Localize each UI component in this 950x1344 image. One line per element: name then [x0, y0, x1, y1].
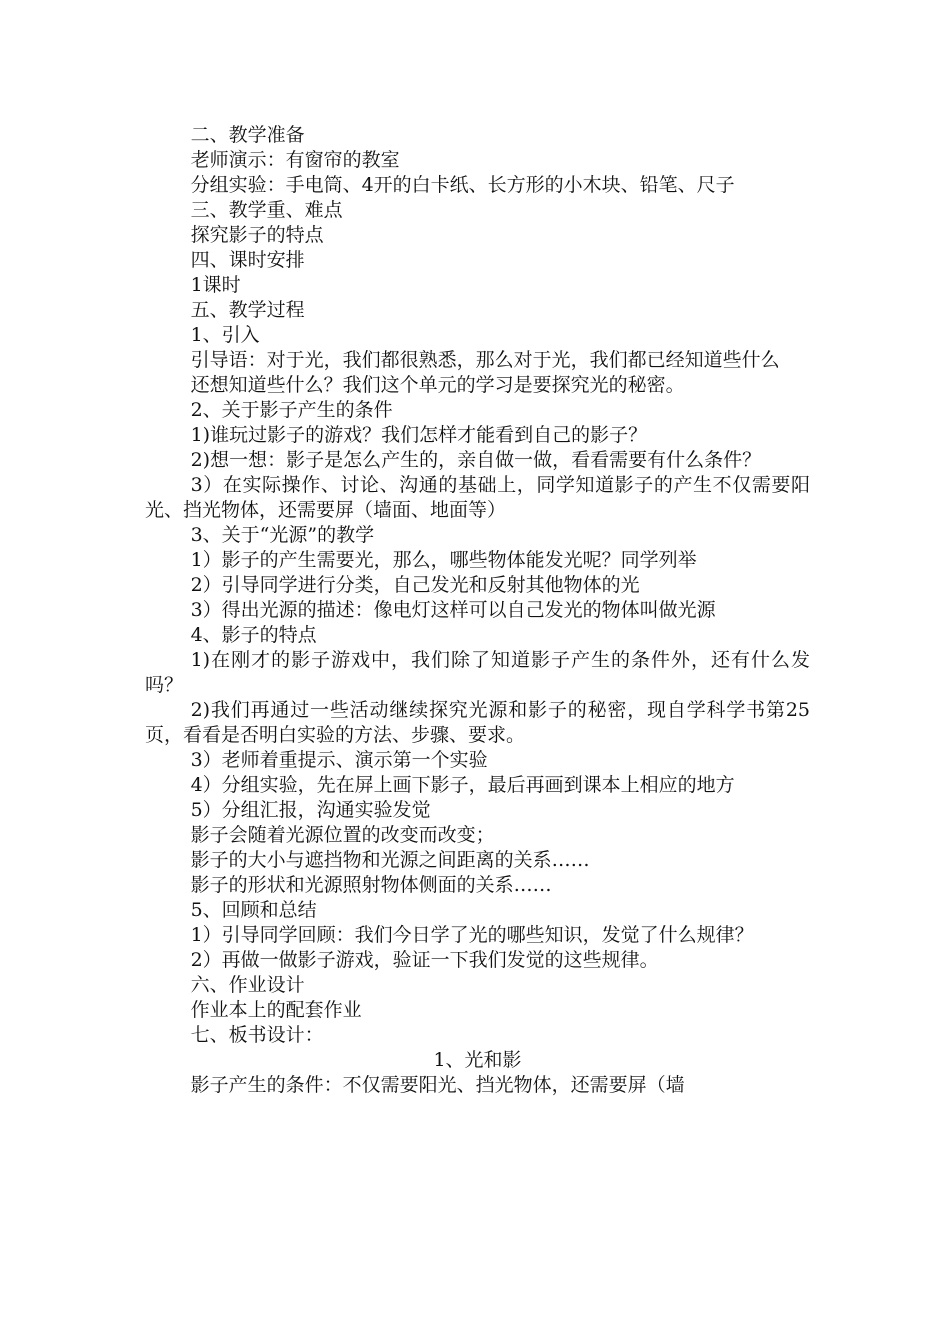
paragraph: 作业本上的配套作业: [190, 999, 362, 1021]
paragraph: 4）分组实验，先在屏上画下影子，最后再画到课本上相应的地方: [190, 774, 735, 796]
paragraph: 老师演示：有窗帘的教室: [190, 149, 400, 171]
paragraph: 2）引导同学进行分类，自己发光和反射其他物体的光: [190, 574, 640, 596]
section-heading-homework: 六、作业设计: [190, 974, 305, 996]
subheading: 1、引入: [190, 324, 260, 346]
subheading: 5、回顾和总结: [190, 899, 317, 921]
paragraph: 1)谁玩过影子的游戏？我们怎样才能看到自己的影子？: [190, 424, 648, 446]
paragraph: 影子产生的条件：不仅需要阳光、挡光物体，还需要屏（墙: [190, 1074, 685, 1096]
subheading: 3、关于“光源”的教学: [190, 524, 375, 546]
paragraph: 1)在刚才的影子游戏中，我们除了知道影子产生的条件外，还有什么发吗？: [145, 649, 810, 696]
paragraph: 2)我们再通过一些活动继续探究光源和影子的秘密，现自学科学书第25页，看看是否明白实验的方法、步骤、要求。: [145, 699, 810, 746]
paragraph: 2）再做一做影子游戏，验证一下我们发觉的这些规律。: [190, 949, 659, 971]
board-title: 1、光和影: [433, 1049, 522, 1071]
section-heading-board-design: 七、板书设计：: [190, 1024, 324, 1046]
paragraph: 1课时: [190, 274, 241, 296]
paragraph: 3）得出光源的描述：像电灯这样可以自己发光的物体叫做光源: [190, 599, 716, 621]
section-heading-preparation: 二、教学准备: [190, 124, 305, 146]
section-heading-process: 五、教学过程: [190, 299, 305, 321]
paragraph: 3）在实际操作、讨论、沟通的基础上，同学知道影子的产生不仅需要阳光、挡光物体，还需要屏（墙面、地面等）: [145, 474, 810, 521]
paragraph: 1）引导同学回顾：我们今日学了光的哪些知识，发觉了什么规律？: [190, 924, 754, 946]
subheading: 4、影子的特点: [190, 624, 317, 646]
paragraph: 1）影子的产生需要光，那么，哪些物体能发光呢？同学列举: [190, 549, 697, 571]
paragraph: 分组实验：手电筒、4开的白卡纸、长方形的小木块、铅笔、尺子: [190, 174, 735, 196]
paragraph: 探究影子的特点: [190, 224, 324, 246]
paragraph: 引导语：对于光，我们都很熟悉，那么对于光，我们都已经知道些什么: [190, 349, 780, 371]
paragraph: 2)想一想：影子是怎么产生的，亲自做一做，看看需要有什么条件？: [190, 449, 762, 471]
section-heading-key-points: 三、教学重、难点: [190, 199, 343, 221]
paragraph: 还想知道些什么？我们这个单元的学习是要探究光的秘密。: [190, 374, 685, 396]
paragraph: 5）分组汇报，沟通实验发觉: [190, 799, 431, 821]
section-heading-schedule: 四、课时安排: [190, 249, 305, 271]
paragraph: 影子的大小与遮挡物和光源之间距离的关系……: [190, 849, 590, 871]
paragraph: 影子会随着光源位置的改变而改变；: [190, 824, 495, 846]
subheading: 2、关于影子产生的条件: [190, 399, 393, 421]
document-body: [145, 123, 810, 1098]
paragraph: 影子的形状和光源照射物体侧面的关系……: [190, 874, 552, 896]
paragraph: 3）老师着重提示、演示第一个实验: [190, 749, 488, 771]
